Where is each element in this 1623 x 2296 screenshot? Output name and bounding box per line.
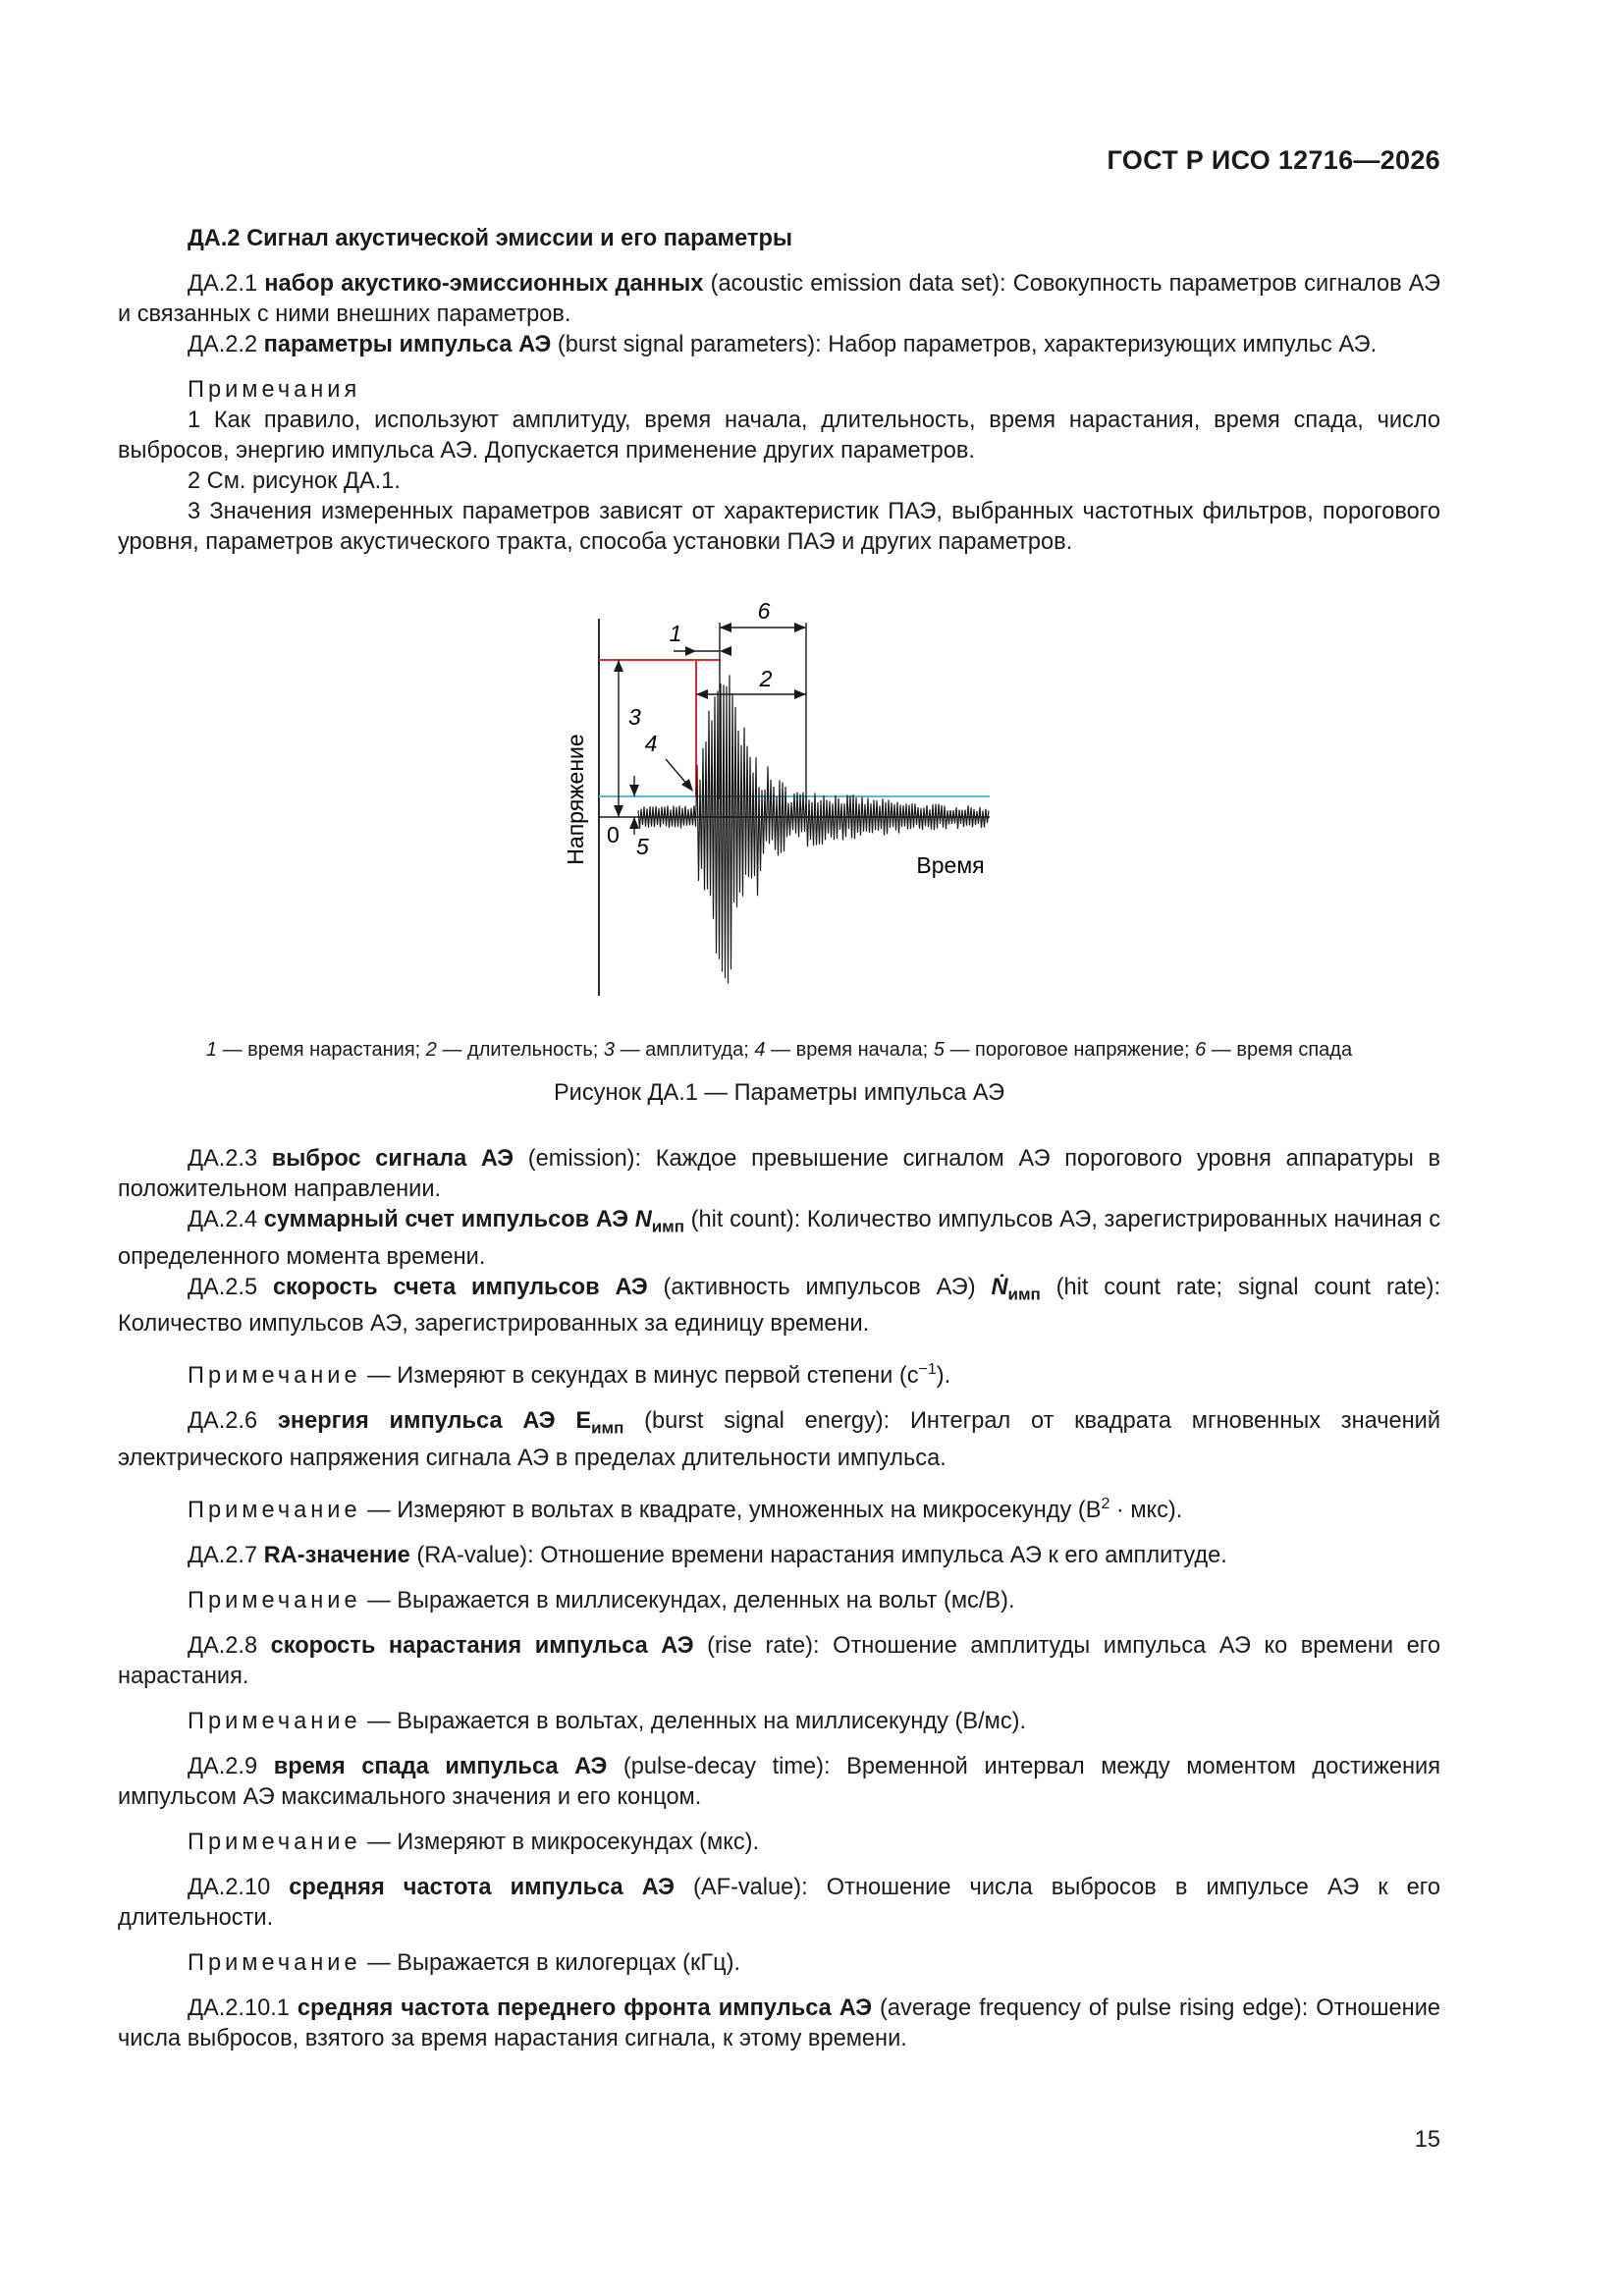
clause-number: ДА.2.10 <box>188 1874 271 1900</box>
clause-number: ДА.2.1 <box>188 271 258 297</box>
label-5: 5 <box>636 834 649 859</box>
subscript: имп <box>1007 1285 1041 1304</box>
note-2: 2 См. рисунок ДА.1. <box>188 468 401 494</box>
definition-da-2-7 <box>118 1541 1440 1571</box>
legend-number: 2 <box>425 1039 437 1061</box>
note-da-2-9 <box>118 1828 1440 1858</box>
note-text: — Выражается в миллисекундах, деленных на вольт (мс/В). <box>360 1587 1015 1613</box>
superscript: 2 <box>1101 1496 1110 1513</box>
arrowhead <box>794 623 806 632</box>
label-6: 6 <box>757 598 771 624</box>
symbol: Ṅ <box>991 1274 1008 1300</box>
note-label: Примечание <box>188 1497 361 1523</box>
time-axis-label: Время <box>916 852 985 878</box>
note-da-2-10 <box>118 1948 1440 1979</box>
note-text-end: ). <box>936 1363 951 1390</box>
term: скорость счета импульсов АЭ <box>272 1274 648 1300</box>
term: средняя частота переднего фронта импульса АЭ <box>297 1995 873 2021</box>
definition-text: (hit count): Количество импульсов АЭ, зарегистрированных начиная с определенного момента времени. <box>118 1207 1440 1270</box>
definition-da-2-2 <box>118 330 1440 360</box>
term: выброс сигнала АЭ <box>271 1146 514 1172</box>
arrowhead <box>720 623 731 632</box>
clause-number: ДА.2.5 <box>188 1274 258 1300</box>
note-text: — Выражается в вольтах, деленных на миллисекунду (В/мс). <box>360 1708 1027 1734</box>
definition-da-2-5 <box>118 1273 1440 1340</box>
note-da-2-5 <box>118 1354 1440 1392</box>
voltage-axis-label: Напряжение <box>563 734 588 865</box>
clause-number: ДА.2.4 <box>188 1207 258 1232</box>
definition-da-2-10-1 <box>118 1994 1440 2054</box>
acoustic-emission-waveform <box>638 675 989 983</box>
arrowhead <box>681 779 693 792</box>
definition-da-2-8 <box>118 1631 1440 1692</box>
term: скорость нарастания импульса АЭ <box>270 1632 694 1659</box>
page-content <box>118 224 1440 2054</box>
definition-text: (AF-value): Отношение числа выбросов в импульсе АЭ к его длительности. <box>118 1874 1440 1931</box>
figure-caption: Рисунок ДА.1 — Параметры импульса АЭ <box>553 1080 1005 1106</box>
term: энергия импульса АЭ Е <box>277 1408 592 1435</box>
superscript: −1 <box>918 1361 937 1379</box>
section-title: ДА.2 Сигнал акустической эмиссии и его параметры <box>188 226 793 251</box>
definition-da-2-1 <box>118 269 1440 330</box>
term: время спада импульса АЭ <box>273 1753 608 1779</box>
note-text: — Измеряют в вольтах в квадрате, умноженных на микросекунду (В <box>360 1497 1102 1523</box>
note-label: Примечание <box>188 1829 361 1855</box>
term: RA-значение <box>263 1542 410 1568</box>
definition-text: (hit count rate; signal count rate): Количество импульсов АЭ, зарегистрированных за единицу времени. <box>118 1274 1441 1338</box>
arrowhead <box>720 646 731 656</box>
legend-text: — время нарастания; <box>217 1039 426 1061</box>
note-da-2-6 <box>118 1489 1440 1526</box>
subscript: имп <box>591 1419 624 1439</box>
definition-da-2-10 <box>118 1873 1440 1934</box>
clause-number: ДА.2.9 <box>188 1753 258 1779</box>
legend-number: 1 <box>205 1039 218 1061</box>
note-text: — Измеряют в секундах в минус первой степени (с <box>360 1363 919 1390</box>
arrowhead <box>614 805 623 817</box>
zero-label: 0 <box>607 822 620 847</box>
definition-da-2-4 <box>118 1205 1440 1273</box>
definition-synonym: (активность импульсов АЭ) <box>647 1274 992 1300</box>
definition-text: (burst signal energy): Интеграл от квадрата мгновенных значений электрического напряжения сигнала АЭ в пределах длительности импульса. <box>118 1408 1441 1472</box>
label-3: 3 <box>628 704 641 730</box>
document-header: ГОСТ Р ИСО 12716—2026 <box>1107 145 1440 175</box>
term: средняя частота импульса АЭ <box>289 1874 675 1900</box>
note-1: 1 Как правило, используют амплитуду, время начала, длительность, время нарастания, время спада, число выбросов, энергию импульса АЭ. Допускается применение других параметров. <box>118 408 1440 464</box>
clause-number: ДА.2.6 <box>188 1408 258 1435</box>
legend-text: — пороговое напряжение; <box>944 1039 1196 1061</box>
definition-text: (burst signal parameters): Набор параметров, характеризующих импульс АЭ. <box>551 332 1378 357</box>
definition-text: (emission): Каждое превышение сигналом АЭ порогового уровня аппаратуры в положительном направлении. <box>118 1146 1440 1202</box>
arrowhead <box>629 817 639 829</box>
note-label: Примечание <box>188 1949 361 1976</box>
definition-text: (rise rate): Отношение амплитуды импульса АЭ ко времени его нарастания. <box>118 1632 1440 1689</box>
definition-da-2-3 <box>118 1144 1440 1205</box>
note-da-2-8 <box>118 1707 1440 1737</box>
legend-text: — время спада <box>1206 1039 1353 1061</box>
burst-signal-diagram <box>118 558 1440 1024</box>
figure-legend <box>118 1036 1440 1064</box>
note-label: Примечание <box>188 1363 361 1390</box>
clause-number: ДА.2.8 <box>188 1632 258 1659</box>
arrowhead <box>685 646 696 656</box>
page-number: 15 <box>1414 2127 1440 2153</box>
subscript: имп <box>651 1217 685 1236</box>
arrowhead <box>629 785 639 796</box>
note-text: — Выражается в килогерцах (кГц). <box>360 1949 741 1976</box>
definition-text: (average frequency of pulse rising edge): Отношение числа выбросов, взятого за время нарастания сигнала, к этому времени. <box>118 1995 1440 2051</box>
term: набор акустико-эмиссионных данных <box>264 271 704 297</box>
definition-text: (RA-value): Отношение времени нарастания импульса АЭ к его амплитуде. <box>409 1542 1227 1568</box>
figure-burst-parameters <box>118 558 1440 1024</box>
label-2: 2 <box>759 666 773 691</box>
note-text-end: · мкс). <box>1109 1497 1183 1523</box>
legend-text: — длительность; <box>436 1039 604 1061</box>
legend-text: — время начала; <box>765 1039 934 1061</box>
clause-number: ДА.2.10.1 <box>188 1995 290 2021</box>
legend-number: 4 <box>754 1039 766 1061</box>
note-label: Примечание <box>188 1587 361 1613</box>
definition-da-2-6 <box>118 1406 1440 1474</box>
legend-text: — амплитуда; <box>615 1039 755 1061</box>
note-label: Примечание <box>188 1708 361 1734</box>
clause-number: ДА.2.3 <box>188 1146 258 1172</box>
symbol: N <box>634 1207 652 1232</box>
arrowhead <box>794 689 806 699</box>
definition-da-2-9 <box>118 1752 1440 1813</box>
clause-number: ДА.2.7 <box>188 1542 258 1568</box>
legend-number: 3 <box>603 1039 616 1061</box>
arrowhead <box>696 689 708 699</box>
definition-text: (pulse-decay time): Временной интервал между моментом достижения импульсом АЭ максимального значения и его концом. <box>118 1753 1440 1810</box>
label-4: 4 <box>644 731 658 756</box>
notes-heading: Примечания <box>188 377 361 403</box>
label-1: 1 <box>669 621 682 646</box>
legend-number: 6 <box>1195 1039 1207 1061</box>
arrowhead <box>614 660 623 672</box>
definition-text: (acoustic emission data set): Совокупность параметров сигналов АЭ и связанных с ними внешних параметров. <box>118 271 1440 327</box>
clause-number: ДА.2.2 <box>188 332 258 357</box>
note-3: 3 Значения измеренных параметров зависят от характеристик ПАЭ, выбранных частотных фильтров, порогового уровня, параметров акустического тракта, способа установки ПАЭ и других параметров. <box>118 499 1440 555</box>
legend-number: 5 <box>933 1039 945 1061</box>
note-da-2-7 <box>118 1586 1440 1616</box>
term: суммарный счет импульсов АЭ <box>263 1207 635 1232</box>
note-text: — Измеряют в микросекундах (мкс). <box>360 1829 760 1855</box>
term: параметры импульса АЭ <box>263 332 552 357</box>
